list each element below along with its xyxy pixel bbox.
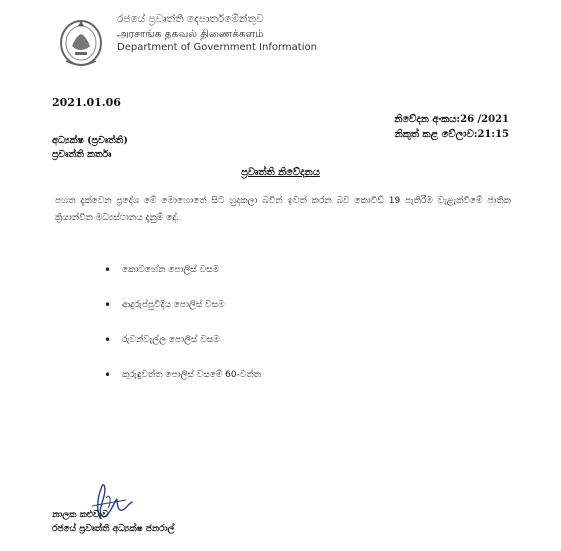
area-list (104, 263, 261, 403)
bullet-icon: • (104, 368, 112, 382)
list-item-text: රුවන්වැල්ල පොලිස් වසම (122, 335, 220, 345)
list-item-text: කොටහේන පොලිස් වසම (122, 265, 220, 275)
list-item-text: ආදුරුප්පුවීදිය පොලිස් වසම (122, 300, 225, 310)
bullet-icon: • (104, 298, 112, 312)
department-name-tamil: அரசாங்க தகவல் திணைக்களம் (117, 27, 264, 40)
signatory-name: නාලක කළුවැව (52, 510, 109, 520)
list-item (104, 298, 261, 314)
department-name-english: Department of Government Information (117, 42, 317, 53)
signatory-title: රජයේ ප්‍රවෘත්ති අධ්‍යක්ෂ ජනරාල් (52, 524, 175, 534)
bullet-icon: • (104, 333, 112, 347)
list-item (104, 368, 261, 384)
release-date: 2021.01.06 (52, 96, 121, 109)
government-emblem-icon (58, 16, 104, 68)
release-time: නිකුත් කළ වේලාව:21:15 (394, 129, 509, 140)
reference-block (394, 112, 509, 142)
document-title-text: ප්‍රවෘත්ති නිවේදනය (241, 167, 320, 178)
signatory-block (52, 508, 174, 536)
bullet-icon: • (104, 263, 112, 277)
list-item (104, 333, 261, 349)
document-title (0, 167, 561, 178)
list-item (104, 263, 261, 279)
release-number: නිවේදන අංකය:26 /2021 (394, 114, 509, 125)
addressee-line-1: අධ්‍යක්ෂ (ප්‍රවෘත්ති) (52, 135, 128, 146)
department-header (117, 14, 317, 53)
addressee-block (52, 134, 128, 162)
department-name-sinhala: රජයේ ප්‍රවෘත්ති දෙපාර්තමේන්තුව (117, 13, 264, 25)
addressee-line-2: ප්‍රවෘත්ති කර්තෘ (52, 149, 112, 160)
body-paragraph: පහත දැක්වෙන ප්‍රදේශ මේ මොහොතේ සිට හුදකලා බවින් ඉවත් කරන බව කොවිඩ් 19 පැතිරීම වැළැක්වීමේ ජාතික ක්‍රියාන්විත මධ්‍යස්ථානය දැනුම් දේ. (55, 196, 511, 223)
list-item-text: කුරුඳුවත්ත පොලිස් වසමේ 60-වත්ත (122, 370, 261, 380)
